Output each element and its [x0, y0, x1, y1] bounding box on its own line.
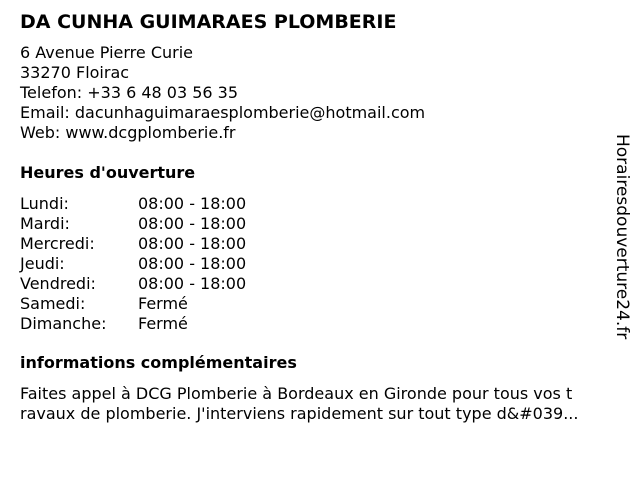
- day-label: Dimanche:: [20, 314, 107, 333]
- hours-row-saturday: [20, 294, 246, 314]
- day-label: Mardi:: [20, 214, 70, 233]
- email: Email: dacunhaguimaraesplomberie@hotmail.com: [20, 103, 426, 122]
- hours-row-friday: [20, 274, 246, 294]
- hours-row-wednesday: [20, 234, 246, 254]
- time-value: Fermé: [138, 294, 188, 313]
- address-line-1: 6 Avenue Pierre Curie: [20, 43, 194, 62]
- hours-row-monday: [20, 194, 246, 214]
- hours-table: [20, 194, 246, 334]
- hours-row-tuesday: [20, 214, 246, 234]
- info-line-2: ravaux de plomberie. J'interviens rapidement sur tout type d&#039...: [20, 404, 579, 423]
- day-label: Jeudi:: [20, 254, 65, 273]
- website: Web: www.dcgplomberie.fr: [20, 123, 236, 142]
- hours-row-sunday: [20, 314, 246, 334]
- day-label: Vendredi:: [20, 274, 96, 293]
- day-label: Samedi:: [20, 294, 86, 313]
- site-watermark: Horairesdouverture24.fr: [612, 134, 632, 340]
- hours-row-thursday: [20, 254, 246, 274]
- day-label: Lundi:: [20, 194, 69, 213]
- address-line-2: 33270 Floirac: [20, 63, 130, 82]
- time-value: 08:00 - 18:00: [138, 214, 247, 233]
- time-value: 08:00 - 18:00: [138, 194, 247, 213]
- business-name: DA CUNHA GUIMARAES PLOMBERIE: [20, 11, 397, 33]
- hours-heading: Heures d'ouverture: [20, 163, 196, 182]
- time-value: 08:00 - 18:00: [138, 274, 247, 293]
- day-label: Mercredi:: [20, 234, 95, 253]
- time-value: 08:00 - 18:00: [138, 234, 247, 253]
- phone: Telefon: +33 6 48 03 56 35: [20, 83, 239, 102]
- info-text: [20, 384, 632, 424]
- contact-block: [20, 43, 425, 143]
- time-value: 08:00 - 18:00: [138, 254, 247, 273]
- info-line-1: Faites appel à DCG Plomberie à Bordeaux en Gironde pour tous vos t: [20, 384, 573, 403]
- info-heading: informations complémentaires: [20, 353, 297, 372]
- time-value: Fermé: [138, 314, 188, 333]
